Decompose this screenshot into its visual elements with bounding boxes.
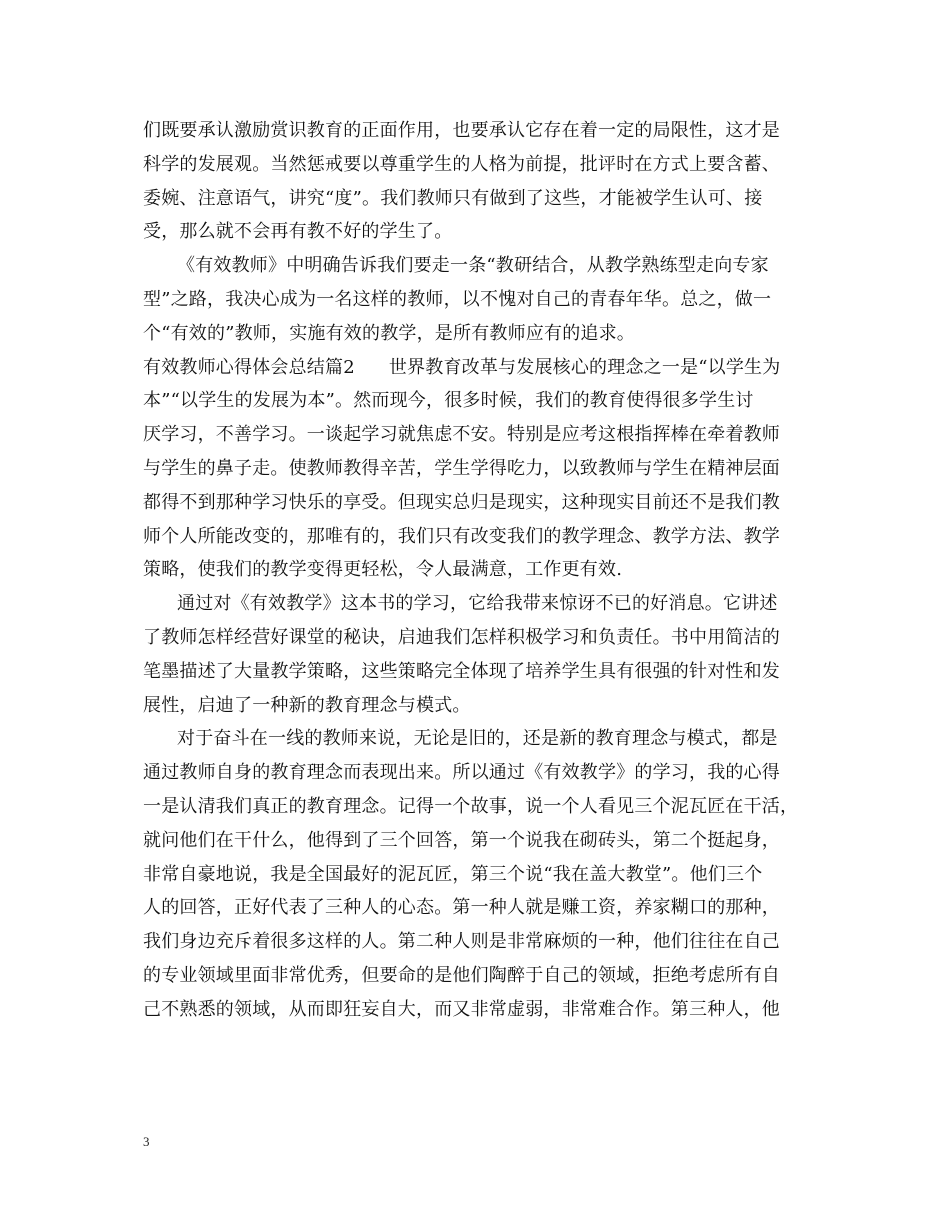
text-line-content: 《有效教师》中明确告诉我们要走一条“教研结合，从教学熟练型走向专家 <box>177 255 769 277</box>
text-line-content: 有效教师心得体会总结篇2 <box>143 356 355 378</box>
text-line-content: 人的回答，正好代表了三种人的心态。第一种人就是赚工资，养家糊口的那种， <box>143 897 780 919</box>
text-line-content: 科学的发展观。当然惩戒要以尊重学生的人格为前提，批评时在方式上要含蓄、 <box>143 153 780 175</box>
text-line-content: 通过对《有效教学》这本书的学习，它给我带来惊讶不已的好消息。它讲述 <box>177 593 778 615</box>
text-line-content: 非常自豪地说，我是全国最好的泥瓦匠，第三个说“我在盖大教堂”。他们三个 <box>143 863 763 885</box>
text-line <box>143 587 823 621</box>
document-body <box>143 114 823 1027</box>
text-line <box>143 553 823 587</box>
text-line <box>143 756 823 790</box>
text-line-content: 通过教师自身的教育理念而表现出来。所以通过《有效教学》的学习，我的心得 <box>143 762 780 784</box>
text-line <box>143 993 823 1027</box>
text-line-content: 师个人所能改变的，那唯有的，我们只有改变我们的教学理念、教学方法、教学 <box>143 525 780 547</box>
text-line-content: 委婉、注意语气，讲究“度”。我们教师只有做到了这些，才能被学生认可、接 <box>143 187 763 209</box>
text-line <box>143 148 823 182</box>
text-line <box>143 925 823 959</box>
text-line <box>143 824 823 858</box>
text-line <box>143 215 823 249</box>
text-line-content: 我们身边充斥着很多这样的人。第二种人则是非常麻烦的一种，他们往往在自己 <box>143 931 780 953</box>
text-line-content: 本”“以学生的发展为本”。然而现今，很多时候，我们的教育使得很多学生讨 <box>143 390 754 412</box>
text-line <box>143 249 823 283</box>
text-line-content: 受，那么就不会再有教不好的学生了。 <box>143 221 453 243</box>
text-line-content: 的专业领域里面非常优秀，但要命的是他们陶醉于自己的领域，拒绝考虑所有自 <box>143 964 780 986</box>
text-line <box>143 114 823 148</box>
text-line <box>143 959 823 993</box>
text-line <box>143 452 823 486</box>
text-line <box>143 621 823 655</box>
text-line-content: 厌学习，不善学习。一谈起学习就焦虑不安。特别是应考这根指挥棒在牵着教师 <box>143 424 780 446</box>
text-line-content: 己不熟悉的领域，从而即狂妄自大，而又非常虚弱，非常难合作。第三种人，他 <box>143 998 780 1020</box>
text-line-content: 与学生的鼻子走。使教师教得辛苦，学生学得吃力，以致教师与学生在精神层面 <box>143 457 780 479</box>
text-line-content: 型”之路，我决心成为一名这样的教师，以不愧对自己的青春年华。总之，做一 <box>143 288 772 310</box>
text-line-content: 对于奋斗在一线的教师来说，无论是旧的，还是新的教育理念与模式，都是 <box>177 728 778 750</box>
text-line-content: 就问他们在干什么，他得到了三个回答，第一个说我在砌砖头，第二个挺起身， <box>143 829 780 851</box>
text-line-content: 策略，使我们的教学变得更轻松，令人最满意，工作更有效. <box>143 559 623 581</box>
text-line-content: 了教师怎样经营好课堂的秘诀，启迪我们怎样积极学习和负责任。书中用简洁的 <box>143 626 780 648</box>
text-line <box>143 520 823 554</box>
text-line-content: 都得不到那种学习快乐的享受。但现实总归是现实，这种现实目前还不是我们教 <box>143 491 780 513</box>
text-line <box>143 351 823 385</box>
page-number: 3 <box>143 1134 150 1149</box>
text-line <box>143 790 823 824</box>
text-line <box>143 317 823 351</box>
text-line <box>143 722 823 756</box>
text-line <box>143 858 823 892</box>
text-line <box>143 655 823 689</box>
text-line-continuation: 世界教育改革与发展核心的理念之一是“以学生为 <box>388 356 781 378</box>
text-line <box>143 384 823 418</box>
text-line <box>143 283 823 317</box>
text-line <box>143 891 823 925</box>
text-line-content: 们既要承认激励赏识教育的正面作用，也要承认它存在着一定的局限性，这才是 <box>143 120 780 141</box>
text-line-content: 个“有效的”教师，实施有效的教学，是所有教师应有的追求。 <box>143 322 636 344</box>
text-line <box>143 486 823 520</box>
text-line <box>143 418 823 452</box>
text-line-content: 一是认清我们真正的教育理念。记得一个故事，说一个人看见三个泥瓦匠在干活， <box>143 795 799 817</box>
text-line-content: 展性，启迪了一种新的教育理念与模式。 <box>143 694 471 716</box>
text-line <box>143 182 823 216</box>
text-line <box>143 689 823 723</box>
text-line-content: 笔墨描述了大量教学策略，这些策略完全体现了培养学生具有很强的针对性和发 <box>143 660 780 682</box>
